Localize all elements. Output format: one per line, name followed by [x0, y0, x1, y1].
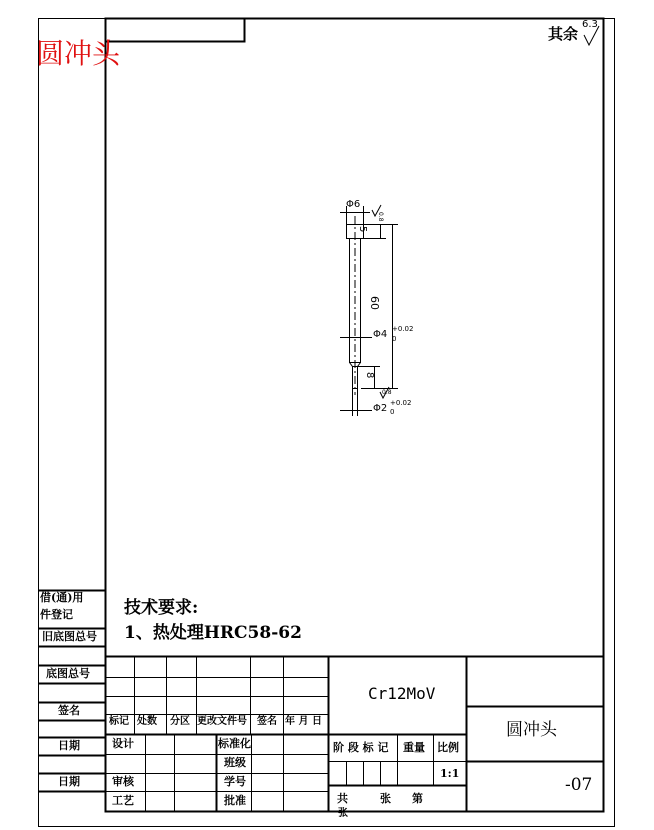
drawing-number: -07: [565, 775, 593, 795]
punch-drawing: [340, 205, 398, 416]
label-approve: 批准: [224, 794, 246, 807]
roughness-small-1: 0.8: [377, 212, 384, 222]
part-name-red: 圆冲头: [36, 37, 121, 70]
dim-body-dia: Φ4: [373, 329, 388, 340]
left-label-signature: 签名: [58, 704, 80, 717]
dim-body-tol-upper: +0.02: [392, 325, 414, 333]
rev-header-doc: 更改文件号: [197, 716, 247, 727]
label-sheets: 张: [380, 792, 391, 805]
dim-body-tol-lower: 0: [392, 335, 397, 343]
left-label-date-1: 日期: [58, 739, 80, 752]
left-label-borrow-2: 件登记: [40, 608, 73, 621]
scale-value: 1:1: [440, 767, 460, 780]
left-label-old-drawing: 旧底图总号: [42, 630, 97, 643]
left-label-date-2: 日期: [58, 775, 80, 788]
label-student-no: 学号: [224, 775, 246, 788]
dim-head-dia: Φ6: [346, 199, 361, 210]
left-label-borrow-1: 借(通)用: [40, 591, 84, 604]
dim-tip-tol-upper: +0.02: [390, 399, 412, 407]
surface-note-prefix: 其余: [548, 25, 579, 43]
dim-total-len: 60: [368, 296, 381, 310]
dim-head-len: 5: [357, 226, 368, 233]
roughness-small-2: 0.8: [382, 389, 392, 396]
tech-req-item-1: 1、热处理HRC58-62: [124, 623, 302, 643]
title-part-name: 圆冲头: [506, 720, 557, 740]
label-review: 审核: [112, 775, 134, 788]
rev-header-mark: 标记: [109, 716, 129, 727]
left-label-base-drawing: 底图总号: [46, 667, 90, 680]
label-class: 班级: [224, 756, 246, 769]
label-total: 共: [337, 792, 348, 805]
label-process: 工艺: [112, 794, 134, 807]
dim-tip-tol-lower: 0: [390, 408, 395, 416]
material: Cr12MoV: [368, 684, 436, 703]
rev-header-sign: 签名: [257, 716, 277, 727]
label-page: 第: [412, 792, 423, 805]
rev-header-date: 年 月 日: [285, 716, 322, 727]
label-design: 设计: [112, 737, 134, 750]
dim-tip-dia: Φ2: [373, 403, 388, 414]
surface-note-roughness: 6.3: [582, 19, 598, 30]
tech-req-heading: 技术要求:: [124, 598, 199, 618]
rev-header-count: 处数: [137, 716, 157, 727]
label-weight: 重量: [403, 741, 425, 754]
dim-tip-len: 8: [364, 372, 375, 379]
rev-header-zone: 分区: [170, 716, 190, 727]
label-standardize: 标准化: [218, 737, 251, 750]
label-page-sheet: 张: [338, 808, 348, 819]
label-stage: 阶 段 标 记: [333, 741, 389, 754]
label-scale: 比例: [437, 741, 459, 754]
